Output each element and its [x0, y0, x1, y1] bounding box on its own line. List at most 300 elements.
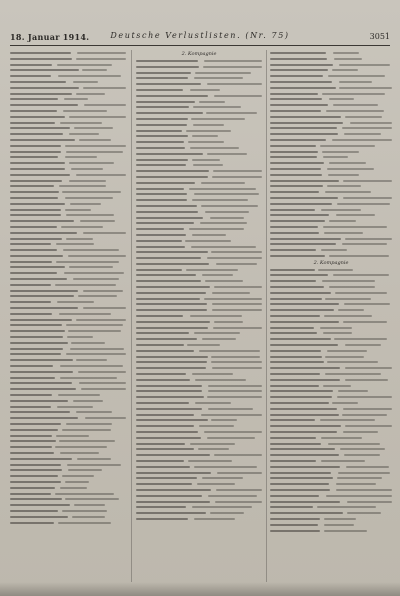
entry-name-text: [270, 396, 332, 398]
entry-status-text: [74, 504, 105, 506]
entry-name-text: [10, 93, 72, 95]
entry-status-text: [206, 112, 257, 114]
entry-name-text: [10, 197, 58, 199]
entry-status-text: [59, 185, 106, 187]
entry-status-text: [337, 203, 390, 205]
entry-status-text: [189, 188, 256, 190]
entry-status-text: [188, 460, 232, 462]
entry-status-text: [327, 185, 361, 187]
entry-name-text: [136, 77, 188, 79]
entry-status-text: [321, 209, 361, 211]
entry-status-text: [207, 257, 262, 259]
section-heading: 2. Kompagnie: [181, 51, 217, 57]
entry-status-text: [60, 122, 102, 124]
entry-name-text: [10, 64, 52, 66]
entry-status-text: [71, 168, 103, 170]
entry-status-text: [69, 266, 113, 268]
entry-status-text: [201, 205, 258, 207]
entry-status-text: [345, 344, 381, 346]
entry-name-text: [136, 66, 199, 68]
entry-status-text: [323, 332, 352, 334]
entry-name-text: [270, 425, 341, 427]
entry-status-text: [66, 238, 93, 240]
entry-status-text: [323, 226, 387, 228]
entry-status-text: [336, 489, 392, 491]
entry-name-text: [270, 174, 322, 176]
entry-name-text: [270, 133, 338, 135]
entry-status-text: [190, 147, 239, 149]
page-header: [10, 30, 390, 44]
entry-status-text: [66, 151, 123, 153]
entry-name-text: [10, 400, 68, 402]
entry-name-text: [10, 81, 66, 83]
entry-name-text: [270, 414, 339, 416]
entry-status-text: [329, 286, 375, 288]
entry-name-text: [10, 272, 57, 274]
entry-status-text: [344, 133, 381, 135]
entry-status-text: [63, 249, 119, 251]
entry-status-text: [333, 52, 359, 54]
entry-status-text: [60, 452, 99, 454]
entry-name-text: [10, 510, 58, 512]
entry-status-text: [201, 414, 262, 416]
entry-name-text: [10, 481, 61, 483]
entry-name-text: [136, 251, 208, 253]
entry-status-text: [57, 64, 112, 66]
entry-status-text: [210, 512, 244, 514]
entry-name-text: [136, 431, 198, 433]
entry-status-text: [343, 408, 392, 410]
entry-status-text: [322, 151, 359, 153]
entry-status-text: [79, 139, 111, 141]
column-divider: [266, 50, 267, 582]
entry-name-text: [136, 217, 203, 219]
entry-status-text: [343, 431, 378, 433]
entry-status-text: [207, 83, 262, 85]
entry-status-text: [202, 338, 236, 340]
entry-name-text: [136, 89, 183, 91]
entry-status-text: [60, 365, 123, 367]
entry-name-text: [270, 93, 318, 95]
entry-status-text: [76, 58, 126, 60]
entry-name-text: [136, 437, 201, 439]
entry-status-text: [208, 495, 257, 497]
entry-name-text: [270, 506, 313, 508]
entry-name-text: [136, 147, 185, 149]
entry-status-text: [211, 361, 262, 363]
entry-name-text: [136, 159, 188, 161]
entry-name-text: [10, 342, 68, 344]
entry-name-text: [10, 411, 70, 413]
entry-name-text: [10, 493, 51, 495]
entry-status-text: [199, 101, 225, 103]
entry-name-text: [10, 75, 51, 77]
entry-status-text: [343, 180, 392, 182]
entry-status-text: [216, 489, 262, 491]
entry-name-text: [270, 145, 316, 147]
entry-name-text: [270, 156, 317, 158]
entry-name-text: [10, 504, 70, 506]
entry-status-text: [334, 338, 387, 340]
entry-status-text: [322, 93, 385, 95]
entry-name-text: [270, 98, 322, 100]
entry-name-text: [136, 234, 186, 236]
entry-name-text: [10, 423, 61, 425]
entry-status-text: [195, 379, 246, 381]
entry-name-text: [10, 87, 79, 89]
entry-name-text: [136, 269, 182, 271]
entry-status-text: [342, 127, 392, 129]
entry-name-text: [136, 292, 206, 294]
entry-name-text: [270, 280, 316, 282]
entry-status-text: [57, 406, 93, 408]
entry-name-text: [270, 286, 324, 288]
entry-status-text: [350, 122, 392, 124]
entry-name-text: [136, 501, 210, 503]
entry-status-text: [81, 388, 126, 390]
entry-name-text: [136, 390, 202, 392]
entry-status-text: [56, 243, 94, 245]
entry-name-text: [136, 506, 186, 508]
entry-name-text: [136, 321, 210, 323]
entry-name-text: [10, 469, 62, 471]
entry-name-text: [270, 309, 334, 311]
entry-status-text: [192, 234, 226, 236]
entry-name-text: [270, 255, 325, 257]
entry-name-text: [136, 257, 201, 259]
entry-status-text: [211, 251, 262, 253]
entry-status-text: [332, 69, 358, 71]
entry-name-text: [10, 58, 72, 60]
entry-status-text: [336, 214, 375, 216]
entry-status-text: [325, 356, 364, 358]
entry-status-text: [324, 524, 354, 526]
entry-status-text: [194, 466, 257, 468]
entry-name-text: [270, 483, 329, 485]
entry-status-text: [325, 373, 381, 375]
entry-status-text: [322, 280, 375, 282]
entry-name-text: [10, 371, 73, 373]
entry-name-text: [270, 512, 343, 514]
entry-status-text: [189, 228, 244, 230]
entry-status-text: [59, 440, 115, 442]
entry-name-text: [270, 332, 317, 334]
entry-status-text: [194, 518, 235, 520]
entry-status-text: [336, 483, 376, 485]
entry-name-text: [10, 133, 63, 135]
entry-status-text: [74, 127, 113, 129]
entry-status-text: [194, 77, 243, 79]
entry-status-text: [68, 330, 121, 332]
entry-name-text: [270, 431, 337, 433]
entry-status-text: [62, 191, 121, 193]
entry-name-text: [136, 130, 182, 132]
entry-name-text: [270, 116, 341, 118]
entry-name-text: [270, 448, 335, 450]
entry-name-text: [136, 327, 208, 329]
entry-status-text: [215, 501, 262, 503]
entry-status-text: [199, 350, 260, 352]
entry-name-text: [136, 176, 208, 178]
entry-status-text: [197, 483, 235, 485]
entry-status-text: [338, 309, 364, 311]
entry-status-text: [212, 309, 262, 311]
entry-status-text: [347, 512, 381, 514]
entry-status-text: [58, 75, 121, 77]
entry-status-text: [214, 95, 262, 97]
entry-name-text: [136, 124, 187, 126]
entry-status-text: [80, 220, 115, 222]
entry-status-text: [211, 419, 237, 421]
entry-status-text: [207, 153, 247, 155]
entry-name-text: [136, 182, 195, 184]
entry-name-text: [136, 118, 188, 120]
entry-name-text: [270, 443, 321, 445]
entry-status-text: [56, 261, 119, 263]
entry-status-text: [327, 361, 378, 363]
entry-name-text: [270, 203, 332, 205]
list-entry: [10, 520, 126, 526]
entry-status-text: [62, 475, 94, 477]
entry-status-text: [204, 60, 262, 62]
entry-name-text: [136, 309, 207, 311]
entry-name-text: [136, 303, 207, 305]
page-bottom-shadow: [0, 582, 400, 596]
entry-name-text: [270, 52, 326, 54]
entry-status-text: [78, 295, 117, 297]
entry-name-text: [270, 327, 314, 329]
entry-name-text: [10, 122, 55, 124]
entry-name-text: [10, 104, 78, 106]
entry-status-text: [334, 58, 362, 60]
entry-status-text: [193, 106, 241, 108]
entry-name-text: [10, 278, 67, 280]
entry-name-text: [10, 382, 72, 384]
entry-status-text: [321, 437, 362, 439]
entry-status-text: [205, 280, 243, 282]
entry-status-text: [328, 75, 385, 77]
entry-name-text: [136, 240, 182, 242]
entry-status-text: [333, 274, 389, 276]
entry-name-text: [136, 228, 184, 230]
entry-status-text: [67, 464, 121, 466]
entry-name-text: [136, 164, 186, 166]
entry-name-text: [270, 180, 339, 182]
entry-status-text: [66, 423, 112, 425]
entry-status-text: [332, 402, 358, 404]
entry-name-text: [136, 101, 195, 103]
entry-status-text: [190, 89, 220, 91]
entry-name-text: [10, 69, 79, 71]
entry-status-text: [214, 321, 243, 323]
entry-name-text: [136, 373, 186, 375]
entry-name-text: [136, 298, 200, 300]
entry-name-text: [136, 472, 211, 474]
entry-name-text: [10, 266, 65, 268]
entry-status-text: [199, 425, 234, 427]
entry-status-text: [65, 145, 126, 147]
entry-name-text: [136, 402, 189, 404]
entry-status-text: [73, 400, 103, 402]
entry-status-text: [212, 176, 262, 178]
entry-status-text: [318, 269, 353, 271]
entry-status-text: [338, 390, 368, 392]
entry-status-text: [69, 162, 114, 164]
entry-name-text: [10, 191, 59, 193]
entry-name-text: [270, 162, 324, 164]
entry-name-text: [10, 214, 61, 216]
entry-name-text: [136, 280, 201, 282]
entry-name-text: [136, 72, 191, 74]
entry-status-text: [192, 199, 248, 201]
entry-name-text: [10, 498, 62, 500]
entry-name-text: [10, 127, 70, 129]
entry-status-text: [69, 116, 126, 118]
entry-name-text: [270, 530, 320, 532]
entry-status-text: [192, 159, 220, 161]
entry-status-text: [327, 168, 374, 170]
entry-status-text: [195, 402, 231, 404]
entry-name-text: [10, 377, 55, 379]
entry-name-text: [10, 185, 54, 187]
entry-name-text: [270, 361, 324, 363]
entry-status-text: [190, 443, 235, 445]
entry-name-text: [270, 344, 338, 346]
entry-status-text: [342, 243, 387, 245]
entry-name-text: [270, 220, 325, 222]
entry-name-text: [270, 385, 319, 387]
page-number: 3051: [369, 32, 390, 41]
entry-status-text: [202, 477, 243, 479]
entry-name-text: [270, 185, 323, 187]
entry-status-text: [69, 180, 106, 182]
entry-status-text: [186, 130, 231, 132]
entry-name-text: [10, 446, 52, 448]
entry-name-text: [136, 477, 197, 479]
entry-status-text: [190, 315, 242, 317]
entry-name-text: [270, 168, 321, 170]
entry-status-text: [58, 522, 111, 524]
entry-name-text: [270, 419, 315, 421]
entry-status-text: [325, 298, 371, 300]
entry-name-text: [270, 501, 340, 503]
entry-status-text: [73, 278, 119, 280]
entry-status-text: [208, 390, 262, 392]
entry-status-text: [329, 162, 366, 164]
entry-status-text: [82, 69, 107, 71]
entry-name-text: [136, 356, 208, 358]
entry-name-text: [136, 286, 210, 288]
entry-status-text: [76, 93, 105, 95]
entry-name-text: [270, 139, 326, 141]
entry-status-text: [73, 81, 98, 83]
entry-status-text: [342, 414, 387, 416]
entry-name-text: [136, 408, 202, 410]
entry-status-text: [78, 371, 126, 373]
entry-name-text: [136, 205, 197, 207]
entry-name-text: [270, 110, 321, 112]
entry-status-text: [55, 284, 116, 286]
entry-status-text: [326, 495, 392, 497]
entry-status-text: [65, 156, 97, 158]
entry-status-text: [60, 377, 117, 379]
entry-name-text: [136, 396, 204, 398]
entry-name-text: [136, 379, 190, 381]
entry-name-text: [270, 524, 318, 526]
entry-status-text: [329, 98, 354, 100]
entry-name-text: [136, 112, 203, 114]
entry-name-text: [136, 199, 187, 201]
entry-name-text: [270, 367, 340, 369]
entry-status-text: [339, 87, 392, 89]
entry-status-text: [344, 303, 390, 305]
entry-name-text: [270, 518, 320, 520]
entry-name-text: [270, 58, 327, 60]
entry-name-text: [270, 69, 328, 71]
entry-name-text: [270, 495, 319, 497]
entry-status-text: [202, 274, 233, 276]
entry-status-text: [69, 133, 99, 135]
entry-name-text: [10, 290, 78, 292]
entry-status-text: [72, 516, 105, 518]
entry-name-text: [270, 466, 340, 468]
entry-name-text: [10, 452, 54, 454]
entry-status-text: [324, 315, 372, 317]
entry-name-text: [10, 151, 61, 153]
entry-status-text: [65, 197, 113, 199]
column-divider: [131, 50, 132, 582]
entry-status-text: [344, 454, 380, 456]
entry-name-text: [270, 356, 322, 358]
entry-status-text: [192, 135, 218, 137]
entry-name-text: [136, 274, 196, 276]
entry-status-text: [329, 255, 389, 257]
entry-name-text: [10, 168, 65, 170]
entry-name-text: [270, 321, 339, 323]
entry-status-text: [211, 356, 260, 358]
entry-name-text: [10, 232, 77, 234]
entry-name-text: [10, 139, 75, 141]
entry-name-text: [136, 367, 206, 369]
entry-name-text: [10, 209, 61, 211]
entry-name-text: [136, 83, 201, 85]
entry-name-text: [10, 98, 58, 100]
entry-name-text: [10, 249, 57, 251]
header-date: 18. Januar 1914.: [10, 32, 90, 42]
entry-status-text: [83, 232, 126, 234]
entry-status-text: [328, 174, 359, 176]
entry-name-text: [270, 437, 316, 439]
entry-name-text: [10, 162, 65, 164]
entry-name-text: [136, 512, 206, 514]
entry-name-text: [270, 191, 319, 193]
entry-name-text: [270, 379, 340, 381]
entry-status-text: [337, 396, 392, 398]
entry-status-text: [200, 222, 247, 224]
entry-name-text: [136, 495, 202, 497]
entry-name-text: [136, 170, 209, 172]
entry-status-text: [76, 174, 126, 176]
entry-name-text: [136, 153, 203, 155]
entry-status-text: [212, 303, 262, 305]
entry-name-text: [136, 443, 185, 445]
list-entry: [136, 516, 262, 522]
list-entry: [270, 528, 392, 534]
entry-status-text: [320, 419, 375, 421]
entry-name-text: [10, 313, 52, 315]
entry-status-text: [324, 232, 363, 234]
entry-name-text: [270, 292, 331, 294]
